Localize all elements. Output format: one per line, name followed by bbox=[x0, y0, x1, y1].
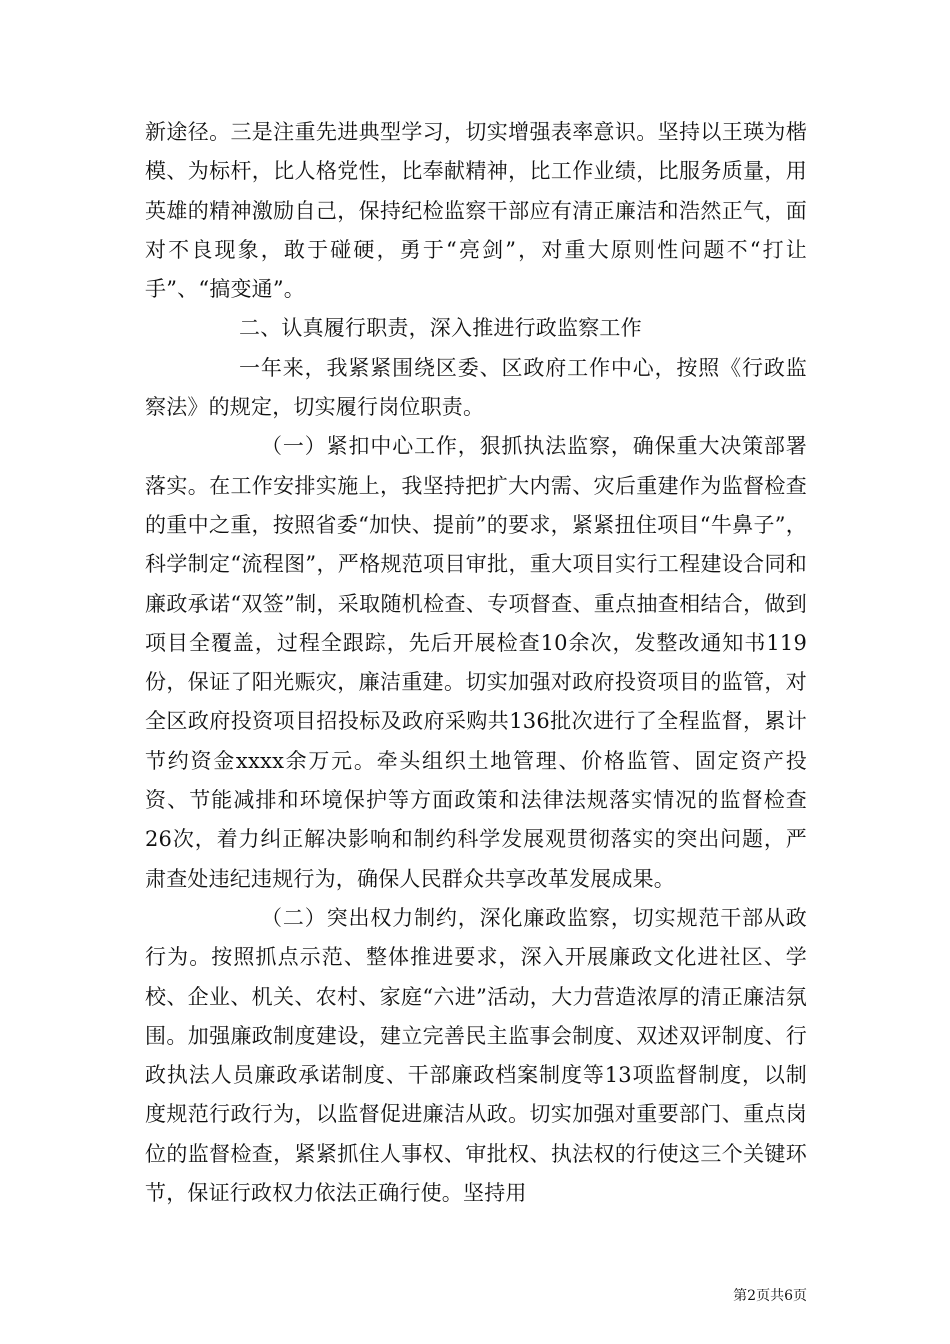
page-number: 第2页共6页 bbox=[733, 1288, 807, 1304]
paragraph-intro: 一年来，我紧紧围绕区委、区政府工作中心，按照《行政监察法》的规定，切实履行岗位职责。 bbox=[145, 355, 807, 420]
paragraph-item-two: （二）突出权力制约，深化廉政监察，切实规范干部从政行为。按照抓点示范、整体推进要求，深入开展廉政文化进社区、学校、企业、机关、农村、家庭“六进”活动，大力营造浓厚的清正廉洁氛围。加强廉政制度建设，建立完善民主监事会制度、双述双评制度、行政执法人员廉政承诺制度、干部廉政档案制度等13项监督制度，以制度规范行政行为，以监督促进廉洁从政。切实加强对重要部门、重点岗位的监督检查，紧紧抓住人事权、审批权、执法权的行使这三个关键环节，保证行政权力依法正确行使。坚持用 bbox=[145, 905, 807, 1206]
document-body bbox=[145, 113, 807, 1213]
paragraph-continuation: 新途径。三是注重先进典型学习，切实增强表率意识。坚持以王瑛为楷模、为标杆，比人格党性，比奉献精神，比工作业绩，比服务质量，用英雄的精神激励自己，保持纪检监察干部应有清正廉洁和浩然正气，面对不良现象，敢于碰硬，勇于“亮剑”，对重大原则性问题不“打让手”、“搞变通”。 bbox=[145, 120, 807, 302]
section-heading: 二、认真履行职责，深入推进行政监察工作 bbox=[239, 316, 642, 341]
paragraph-item-one: （一）紧扣中心工作，狠抓执法监察，确保重大决策部署落实。在工作安排实施上，我坚持把扩大内需、灾后重建作为监督检查的重中之重，按照省委“加快、提前”的要求，紧紧扭住项目“牛鼻子”，科学制定“流程图”，严格规范项目审批，重大项目实行工程建设合同和廉政承诺“双签”制，采取随机检查、专项督查、重点抽查相结合，做到项目全覆盖，过程全跟踪，先后开展检查10余次，发整改通知书119份，保证了阳光赈灾，廉洁重建。切实加强对政府投资项目的监管，对全区政府投资项目招投标及政府采购共136批次进行了全程监督，累计节约资金xxxx余万元。牵头组织土地管理、价格监管、固定资产投资、节能减排和环境保护等方面政策和法律法规落实情况的监督检查26次，着力纠正解决影响和制约科学发展观贯彻落实的突出问题，严肃查处违纪违规行为，确保人民群众共享改革发展成果。 bbox=[145, 434, 807, 891]
